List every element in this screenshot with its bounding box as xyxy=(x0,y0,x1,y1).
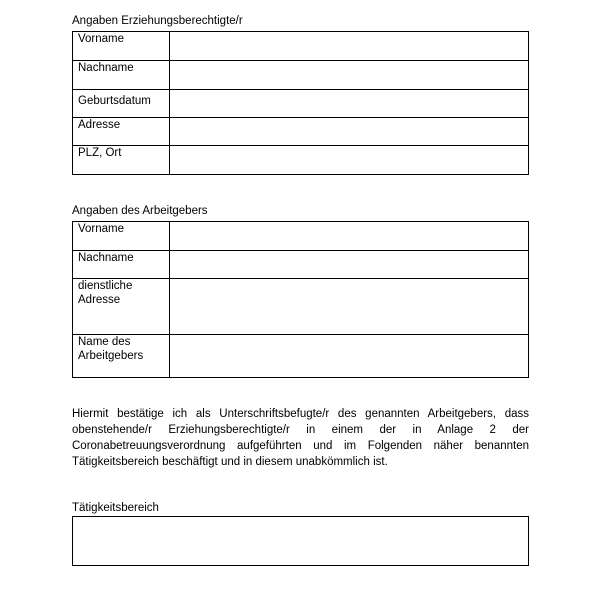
row-label-line: Name des xyxy=(78,336,131,348)
row-label: PLZ, Ort xyxy=(73,146,170,175)
row-label: Geburtsdatum xyxy=(73,90,170,118)
parent-zip-city-field[interactable] xyxy=(170,146,529,175)
row-label: Nachname xyxy=(73,251,170,279)
row-label-line: dienstliche xyxy=(78,280,133,292)
row-label: Adresse xyxy=(73,118,170,146)
table-row xyxy=(73,61,529,90)
section-title-employer: Angaben des Arbeitgebers xyxy=(72,205,208,217)
table-row xyxy=(73,118,529,146)
row-label: Nachname xyxy=(73,61,170,90)
employer-first-name-field[interactable] xyxy=(170,222,529,251)
parent-address-field[interactable] xyxy=(170,118,529,146)
employer-info-table xyxy=(72,221,529,378)
section-title-parent: Angaben Erziehungsberechtigte/r xyxy=(72,15,243,27)
employer-name-field[interactable] xyxy=(170,335,529,378)
table-row xyxy=(73,251,529,279)
table-row xyxy=(73,335,529,378)
row-label: Vorname xyxy=(73,32,170,61)
table-row xyxy=(73,90,529,118)
row-label xyxy=(73,335,170,378)
parent-first-name-field[interactable] xyxy=(170,32,529,61)
section-title-activity: Tätigkeitsbereich xyxy=(72,502,159,514)
employer-last-name-field[interactable] xyxy=(170,251,529,279)
employer-address-field[interactable] xyxy=(170,279,529,335)
parent-birthdate-field[interactable] xyxy=(170,90,529,118)
parent-info-table xyxy=(72,31,529,175)
table-row xyxy=(73,222,529,251)
table-row xyxy=(73,32,529,61)
parent-last-name-field[interactable] xyxy=(170,61,529,90)
row-label-line: Adresse xyxy=(78,293,121,306)
table-row xyxy=(73,279,529,335)
row-label-line: Arbeitgebers xyxy=(78,349,144,362)
table-row xyxy=(73,146,529,175)
activity-area-field[interactable] xyxy=(72,516,529,566)
row-label: Vorname xyxy=(73,222,170,251)
confirmation-paragraph: Hiermit bestätige ich als Unterschriftsbefugte/r des genannten Arbeitgebers, dass obenstehende/r Erziehungsberechtigte/r in einem der in Anlage 2 der Coronabetreuungsverordnung aufgeführten und im Folgenden näher benannten Tätigkeitsbereich beschäftigt und in diesem unabkömmlich ist. xyxy=(72,408,529,468)
row-label xyxy=(73,279,170,335)
